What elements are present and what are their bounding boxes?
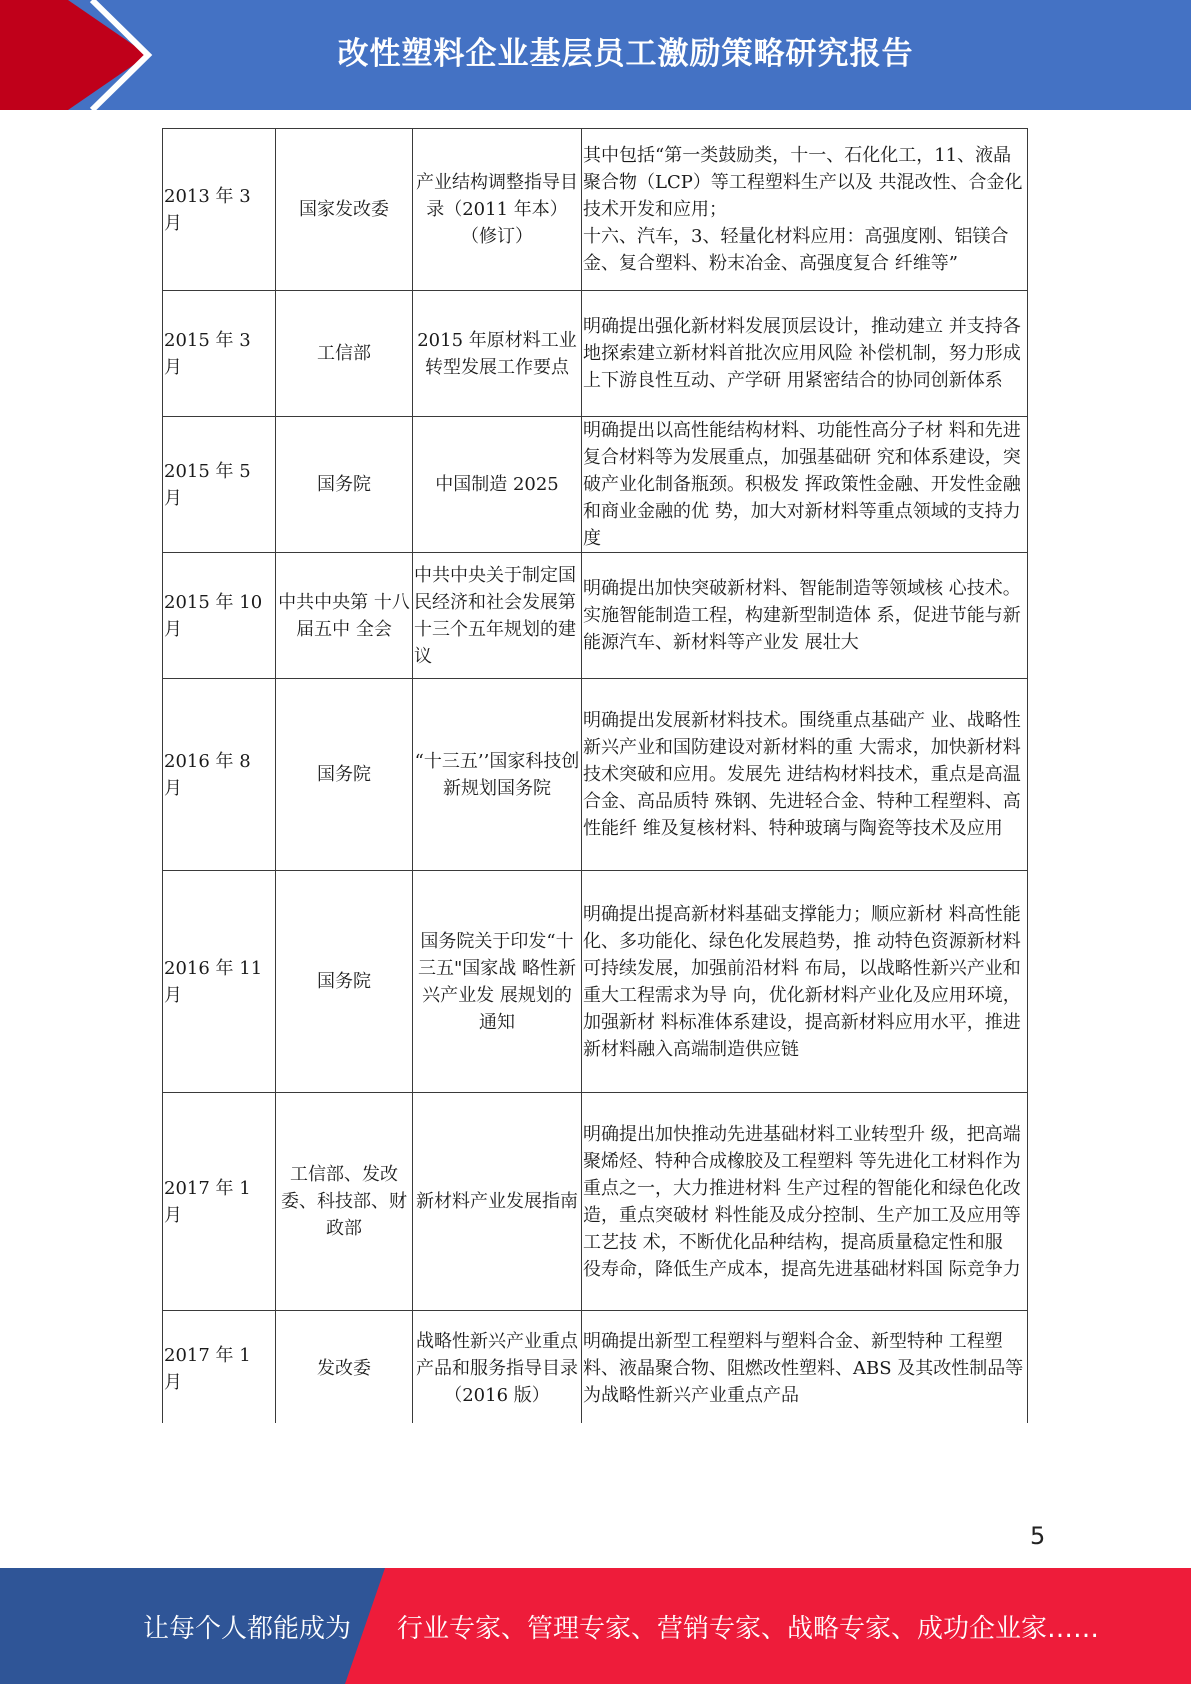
date-cell: 2016 年 11 月	[163, 871, 276, 1093]
doc-cell: 中国制造 2025	[413, 417, 582, 553]
org-cell: 工信部、发改委、科技部、财政部	[276, 1093, 413, 1311]
footer-banner	[0, 1568, 1191, 1684]
footer-slogan-right: 行业专家、管理专家、营销专家、战略专家、成功企业家……	[397, 1614, 1100, 1644]
doc-cell: 产业结构调整指导目录（2011 年本）（修订）	[413, 129, 582, 291]
footer-slogan-left: 让每个人都能成为	[143, 1614, 352, 1644]
org-cell: 国务院	[276, 417, 413, 553]
content-cell: 明确提出提高新材料基础支撑能力；顺应新材 料高性能化、多功能化、绿色化发展趋势，推 动特色资源新材料可持续发展，加强前沿材料 布局，以战略性新兴产业和重大工程需求为导 向，优化新材料产业化及应用环境，加强新材 料标准体系建设，提高新材料应用水平，推进 新材料融入高端制造供应链	[582, 871, 1028, 1093]
table-row	[163, 1093, 1028, 1311]
date-cell: 2016 年 8 月	[163, 679, 276, 871]
org-cell: 中共中央第 十八届五中 全会	[276, 553, 413, 679]
table-row	[163, 291, 1028, 417]
policy-table-container	[162, 128, 1028, 1423]
content-cell: 明确提出新型工程塑料与塑料合金、新型特种 工程塑料、液晶聚合物、阻燃改性塑料、ABS 及其改性制品等为战略性新兴产业重点产品	[582, 1311, 1028, 1424]
date-cell: 2015 年 3 月	[163, 291, 276, 417]
content-cell: 明确提出强化新材料发展顶层设计，推动建立 并支持各地探索建立新材料首批次应用风险 补偿机制，努力形成上下游良性互动、产学研 用紧密结合的协同创新体系	[582, 291, 1028, 417]
date-cell: 2015 年 5 月	[163, 417, 276, 553]
content-cell: 其中包括“第一类鼓励类，十一、石化化工，11、液晶聚合物（LCP）等工程塑料生产以及 共混改性、合金化技术开发和应用； 十六、汽车，3、轻量化材料应用：高强度刚、铝镁合金、复合塑料、粉末冶金、高强度复合 纤维等”	[582, 129, 1028, 291]
org-cell: 国家发改委	[276, 129, 413, 291]
org-cell: 工信部	[276, 291, 413, 417]
org-cell: 国务院	[276, 679, 413, 871]
date-cell: 2015 年 10 月	[163, 553, 276, 679]
table-row	[163, 553, 1028, 679]
table-row	[163, 679, 1028, 871]
doc-cell: 中共中央关于制定国民经济和社会发展第十三个五年规划的建议	[413, 553, 582, 679]
doc-cell: “十三五’’国家科技创新规划国务院	[413, 679, 582, 871]
doc-cell: 2015 年原材料工业转型发展工作要点	[413, 291, 582, 417]
content-cell: 明确提出以高性能结构材料、功能性高分子材 料和先进复合材料等为发展重点，加强基础研 究和体系建设，突破产业化制备瓶颈。积极发 挥政策性金融、开发性金融和商业金融的优 势，加大对新材料等重点领域的支持力度	[582, 417, 1028, 553]
table-row	[163, 417, 1028, 553]
date-cell: 2017 年 1 月	[163, 1093, 276, 1311]
content-cell: 明确提出发展新材料技术。围绕重点基础产 业、战略性新兴产业和国防建设对新材料的重 大需求，加快新材料技术突破和应用。发展先 进结构材料技术，重点是高温合金、高品质特 殊钢、先进轻合金、特种工程塑料、高性能纤 维及复核材料、特种玻璃与陶瓷等技术及应用	[582, 679, 1028, 871]
date-cell: 2013 年 3 月	[163, 129, 276, 291]
content-cell: 明确提出加快突破新材料、智能制造等领域核 心技术。实施智能制造工程，构建新型制造体 系，促进节能与新能源汽车、新材料等产业发 展壮大	[582, 553, 1028, 679]
page-number: 5	[1030, 1522, 1046, 1550]
org-cell: 国务院	[276, 871, 413, 1093]
doc-cell: 新材料产业发展指南	[413, 1093, 582, 1311]
policy-table	[162, 128, 1028, 1423]
content-cell: 明确提出加快推动先进基础材料工业转型升 级，把高端聚烯烃、特种合成橡胶及工程塑料 等先进化工材料作为重点之一，大力推进材料 生产过程的智能化和绿色化改造，重点突破材 料性能及成分控制、生产加工及应用等工艺技 术，不断优化品种结构，提高质量稳定性和服 役寿命，降低生产成本，提高先进基础材料国 际竞争力	[582, 1093, 1028, 1311]
org-cell: 发改委	[276, 1311, 413, 1424]
header-banner	[0, 0, 1191, 110]
page-title: 改性塑料企业基层员工激励策略研究报告	[337, 36, 914, 72]
doc-cell: 国务院关于印发“十三五"国家战 略性新兴产业发 展规划的通知	[413, 871, 582, 1093]
date-cell: 2017 年 1 月	[163, 1311, 276, 1424]
table-row	[163, 1311, 1028, 1424]
table-row	[163, 871, 1028, 1093]
doc-cell: 战略性新兴产业重点产品和服务指导目录（2016 版）	[413, 1311, 582, 1424]
table-row	[163, 129, 1028, 291]
